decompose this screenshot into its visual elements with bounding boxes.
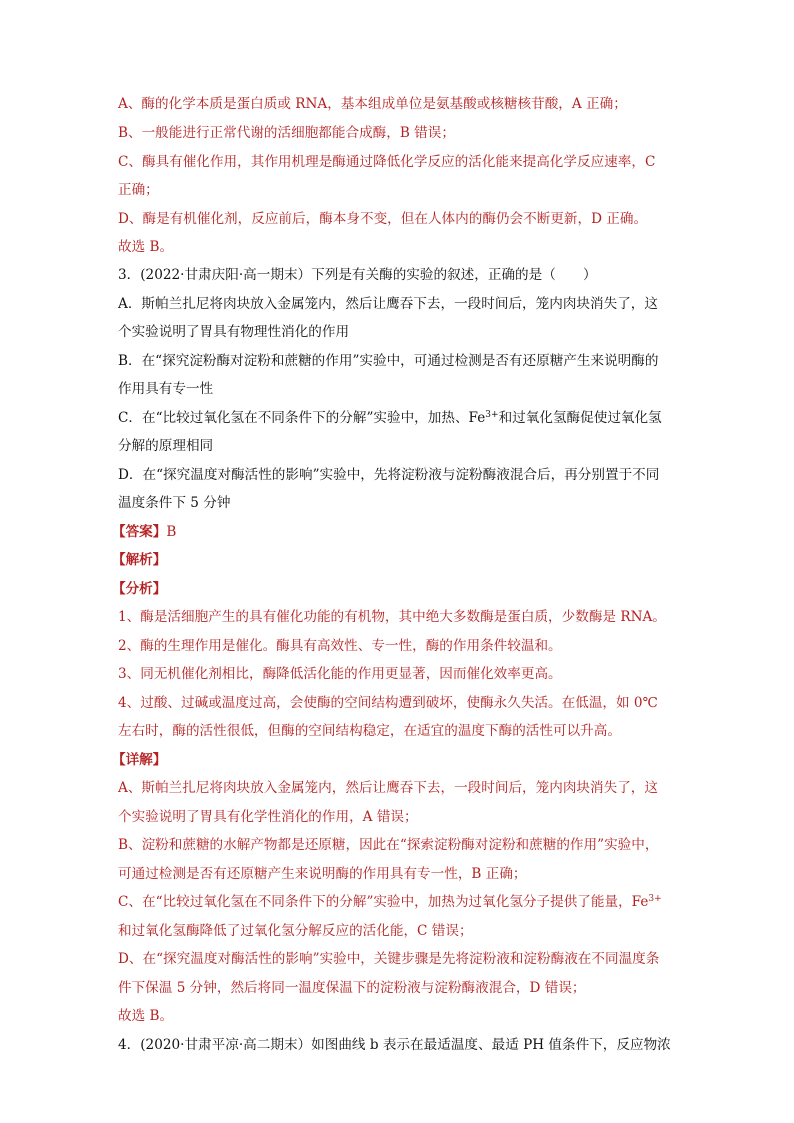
explanation-line-d: D、酶是有机催化剂，反应前后，酶本身不变，但在人体内的酶仍会不断更新，D 正确。 [118,211,648,227]
explanation-line-c-cont: 正确； [118,182,159,198]
details-line-b-cont: 可通过检测是否有还原糖产生来说明酶的作用具有专一性，B 正确； [118,866,527,882]
question-3-option-a: A．斯帕兰扎尼将肉块放入金属笼内，然后让鹰吞下去，一段时间后，笼内肉块消失了，这 [118,296,658,312]
analysis-point-4: 4、过酸、过碱或温度过高，会使酶的空间结构遭到破坏，使酶永久失活。在低温，如 0℃ [118,695,658,711]
details-line-b: B、淀粉和蔗糖的水解产物都是还原糖，因此在“探索淀粉酶对淀粉和蔗糖的作用”实验中， [118,837,659,853]
question-3-option-c: C．在“比较过氧化氢在不同条件下的分解”实验中，加热、$Fe^{3+}$和过氧化氢酶促使过氧化氢 [118,410,662,426]
explanation-line-b: B、一般能进行正常代谢的活细胞都能合成酶，B 错误； [118,125,455,141]
analysis-point-3: 3、同无机催化剂相比，酶降低活化能的作用更显著，因而催化效率更高。 [118,666,562,682]
details-conclusion: 故选 B。 [118,1008,174,1024]
explanation-line-a: A、酶的化学本质是蛋白质或 RNA，基本组成单位是氨基酸或核糖核苷酸，A 正确； [118,96,627,112]
analysis-subheading: 【分析】 [112,581,167,597]
details-heading: 【详解】 [112,752,167,768]
details-line-c: C、在“比较过氧化氢在不同条件下的分解”实验中，加热为过氧化氢分子提供了能量，$Fe^{3+}$ [118,894,662,910]
details-line-a: A、斯帕兰扎尼将肉块放入金属笼内，然后让鹰吞下去，一段时间后，笼内肉块消失了，这 [118,780,658,796]
question-3-option-d-cont: 温度条件下 5 分钟 [118,495,231,511]
analysis-point-4-cont: 左右时，酶的活性很低，但酶的空间结构稳定，在适宜的温度下酶的活性可以升高。 [118,723,621,739]
question-3-option-a-cont: 个实验说明了胃具有物理性消化的作用 [118,324,350,340]
details-line-a-cont: 个实验说明了胃具有化学性消化的作用，A 错误； [118,809,418,825]
question-3-stem: 3．(2022·甘肃庆阳·高一期末）下列是有关酶的实验的叙述，正确的是（ ） [118,267,597,283]
analysis-heading: 【解析】 [112,552,167,568]
details-line-d: D、在“探究温度对酶活性的影响”实验中，关键步骤是先将淀粉液和淀粉酶液在不同温度条 [118,951,660,967]
details-line-d-cont: 件下保温 5 分钟，然后将同一温度保温下的淀粉液与淀粉酶液混合，D 错误； [118,980,586,996]
question-3-option-b-cont: 作用具有专一性 [118,381,214,397]
answer-line: 【答案】B [112,524,177,540]
question-4-stem: 4．(2020·甘肃平凉·高二期末）如图曲线 b 表示在最适温度、最适 PH 值条件下，反应物浓 [118,1037,671,1053]
analysis-point-1: 1、酶是活细胞产生的具有催化功能的有机物，其中绝大多数酶是蛋白质，少数酶是 RNA。 [118,609,666,625]
choice-conclusion: 故选 B。 [118,239,174,255]
question-3-option-b: B．在“探究淀粉酶对淀粉和蔗糖的作用”实验中，可通过检测是否有还原糖产生来说明酶的 [118,353,659,369]
explanation-line-c: C、酶具有催化作用，其作用机理是酶通过降低化学反应的活化能来提高化学反应速率，C [118,154,656,170]
details-line-c-cont: 和过氧化氢酶降低了过氧化氢分解反应的活化能，C 错误； [118,923,473,939]
question-3-option-d: D．在“探究温度对酶活性的影响”实验中，先将淀粉液与淀粉酶液混合后，再分别置于不同 [118,467,660,483]
question-3-option-c-cont: 分解的原理相同 [118,438,214,454]
analysis-point-2: 2、酶的生理作用是催化。酶具有高效性、专一性，酶的作用条件较温和。 [118,638,562,654]
